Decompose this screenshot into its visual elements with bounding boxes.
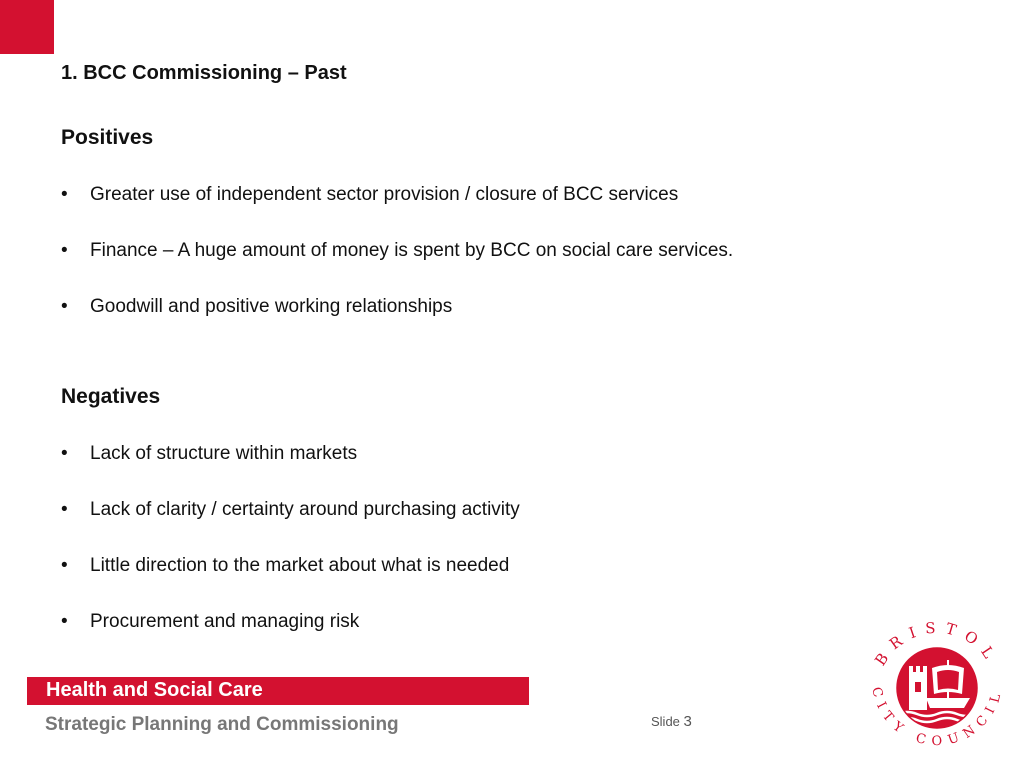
- list-item: [61, 442, 520, 498]
- slide-number-label: Slide: [651, 714, 680, 729]
- list-item-text: Finance – A huge amount of money is spent by BCC on social care services.: [90, 240, 734, 261]
- list-item: [61, 239, 733, 295]
- positives-heading: Positives: [61, 126, 154, 149]
- footer-department-label: Health and Social Care: [46, 679, 263, 701]
- logo-text-bottom: CITY COUNCIL: [868, 685, 1006, 750]
- list-item-text: Goodwill and positive working relationships: [90, 296, 453, 317]
- footer-department-bar: [27, 677, 529, 705]
- bullet-icon: •: [61, 443, 68, 464]
- list-item-text: Greater use of independent sector provision / closure of BCC services: [90, 184, 679, 205]
- list-item: [61, 295, 733, 351]
- list-item-text: Lack of clarity / certainty around purchasing activity: [90, 499, 520, 520]
- positives-list: [61, 183, 733, 351]
- bullet-icon: •: [61, 296, 68, 317]
- negatives-list: [61, 442, 520, 666]
- list-item-text: Procurement and managing risk: [90, 611, 360, 632]
- list-item: [61, 498, 520, 554]
- list-item: [61, 610, 520, 666]
- bullet-icon: •: [61, 240, 68, 261]
- list-item: [61, 554, 520, 610]
- footer-subtitle: Strategic Planning and Commissioning: [45, 714, 399, 735]
- negatives-heading: Negatives: [61, 385, 161, 408]
- logo-text-top: BRISTOL: [871, 618, 1003, 670]
- bullet-icon: •: [61, 555, 68, 576]
- bristol-city-council-crest-icon: [862, 610, 1012, 760]
- slide-number: [651, 713, 692, 730]
- bullet-icon: •: [61, 184, 68, 205]
- list-item: [61, 183, 733, 239]
- slide-title: 1. BCC Commissioning – Past: [61, 62, 347, 84]
- bullet-icon: •: [61, 499, 68, 520]
- slide-number-value: 3: [683, 713, 692, 730]
- list-item-text: Lack of structure within markets: [90, 443, 358, 464]
- corner-accent-block: [0, 0, 54, 54]
- bullet-icon: •: [61, 611, 68, 632]
- list-item-text: Little direction to the market about what is needed: [90, 555, 510, 576]
